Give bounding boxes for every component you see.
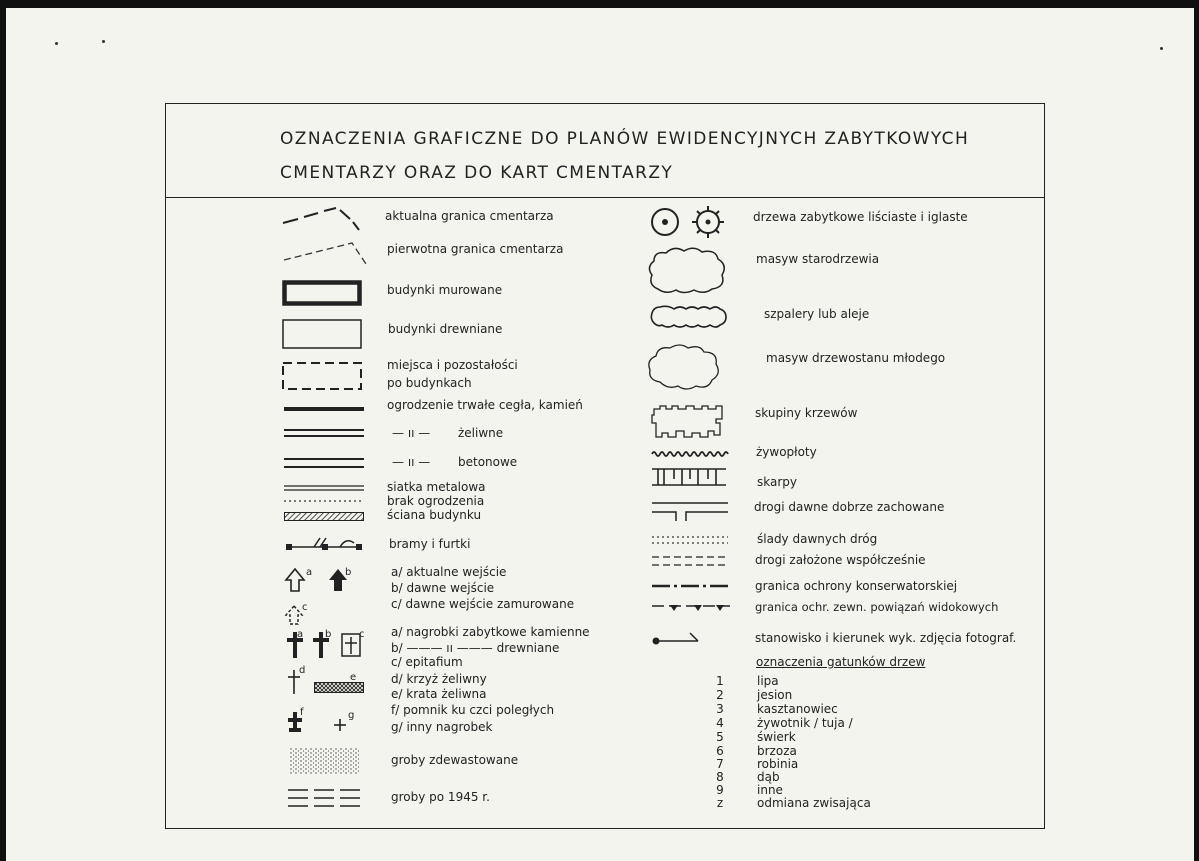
historic-trees-icon <box>650 204 730 240</box>
shrub-groups-icon <box>650 405 724 439</box>
label-gates: bramy i furtki <box>389 537 471 551</box>
title-line-1: OZNACZENIA GRAFICZNE DO PLANÓW EWIDENCYJNYCH ZABYTKOWYCH <box>280 129 970 149</box>
species-code: 4 <box>716 716 724 730</box>
label-graves-a: a/ nagrobki zabytkowe kamienne <box>391 625 590 639</box>
species-code: 2 <box>716 688 724 702</box>
label-entrance-b: b/ dawne wejście <box>391 581 495 595</box>
tree-rows-icon <box>650 305 728 329</box>
symbol-letter-e: e <box>350 672 357 683</box>
speck <box>102 40 105 43</box>
photo-position-arrow-icon <box>652 630 702 646</box>
other-grave-icon <box>333 718 347 732</box>
current-boundary-icon <box>280 205 362 233</box>
symbol-letter-b: b <box>325 629 332 640</box>
brick-building-icon <box>282 280 362 306</box>
label-graves-b: b/ ——— ıı ——— drewniane <box>391 641 560 655</box>
label-modern-roads: drogi założone współcześnie <box>755 553 926 567</box>
label-post-1945-graves: groby po 1945 r. <box>391 790 490 804</box>
label-building-wall: ściana budynku <box>387 508 482 522</box>
building-remains-icon <box>282 362 362 390</box>
walled-entrance-arrow-icon <box>284 604 304 626</box>
wooden-building-icon <box>282 319 362 349</box>
permanent-fence-icon <box>284 406 364 412</box>
species-name: świerk <box>757 730 796 744</box>
label-entrance-a: a/ aktualne wejście <box>391 565 507 579</box>
ditto-mark: — ıı — <box>392 455 431 469</box>
species-name: brzoza <box>757 744 797 758</box>
species-code: 9 <box>716 783 724 797</box>
species-name: robinia <box>757 757 799 771</box>
devastated-graves-icon <box>290 748 360 774</box>
label-current-boundary: aktualna granica cmentarza <box>385 209 554 223</box>
species-name: inne <box>757 783 783 797</box>
symbol-letter-c: c <box>359 629 365 640</box>
label-old-roads-preserved: drogi dawne dobrze zachowane <box>754 500 945 514</box>
label-escarpments: skarpy <box>757 475 797 489</box>
hedges-icon <box>652 450 730 458</box>
no-fence-icon <box>284 499 364 503</box>
label-metal-mesh: siatka metalowa <box>387 480 486 494</box>
species-code: z <box>716 796 724 810</box>
view-protection-boundary-icon <box>652 602 730 612</box>
species-code: 6 <box>716 744 724 758</box>
label-brick-buildings: budynki murowane <box>387 283 503 297</box>
label-tree-rows: szpalery lub aleje <box>764 307 870 321</box>
label-cast-iron-fence: żeliwne <box>458 426 504 440</box>
cast-iron-fence-icon <box>284 428 364 438</box>
label-entrance-c: c/ dawne wejście zamurowane <box>391 597 575 611</box>
species-name: dąb <box>757 770 780 784</box>
label-photo-position: stanowisko i kierunek wyk. zdjęcia fotograf. <box>755 631 1017 645</box>
symbol-letter-f: f <box>300 707 304 718</box>
modern-roads-icon <box>652 555 728 567</box>
label-concrete-fence: betonowe <box>458 455 518 469</box>
label-view-protection-boundary: granica ochr. zewn. powiązań widokowych <box>755 600 999 614</box>
metal-mesh-icon <box>284 484 364 492</box>
conservation-boundary-icon <box>652 583 730 589</box>
symbol-letter-b: b <box>345 567 352 578</box>
old-tree-stand-icon <box>646 245 728 295</box>
symbol-letter-c: c <box>302 602 308 613</box>
label-building-remains-cont: po budynkach <box>387 376 472 390</box>
building-wall-icon <box>284 512 364 522</box>
symbol-letter-a: a <box>306 567 313 578</box>
label-historic-trees: drzewa zabytkowe liściaste i iglaste <box>753 210 968 224</box>
label-no-fence: brak ogrodzenia <box>387 494 485 508</box>
label-original-boundary: pierwotna granica cmentarza <box>387 242 564 256</box>
species-code: 5 <box>716 730 724 744</box>
title-line-2: CMENTARZY ORAZ DO KART CMENTARZY <box>280 163 674 183</box>
label-building-remains: miejsca i pozostałości <box>387 358 518 372</box>
species-code: 7 <box>716 757 724 771</box>
concrete-fence-icon <box>284 457 364 469</box>
symbol-letter-g: g <box>348 710 355 721</box>
old-roads-preserved-icon <box>652 501 728 523</box>
label-graves-e: e/ krata żeliwna <box>391 687 487 701</box>
symbol-letter-d: d <box>299 665 306 676</box>
species-name: kasztanowiec <box>757 702 838 716</box>
label-old-tree-stand: masyw starodrzewia <box>756 252 880 266</box>
label-graves-d: d/ krzyż żeliwny <box>391 672 487 686</box>
tree-species-heading: oznaczenia gatunków drzew <box>756 655 926 669</box>
label-devastated-graves: groby zdewastowane <box>391 753 519 767</box>
ditto-mark: — ıı — <box>392 426 431 440</box>
post-1945-graves-icon <box>288 787 362 809</box>
species-name: jesion <box>757 688 793 702</box>
label-graves-c: c/ epitafium <box>391 655 463 669</box>
species-name: żywotnik / tuja / <box>757 716 853 730</box>
original-boundary-icon <box>282 240 366 266</box>
species-code: 1 <box>716 674 724 688</box>
species-name: lipa <box>757 674 779 688</box>
title-divider <box>165 197 1045 198</box>
label-permanent-fence: ogrodzenie trwałe cegła, kamień <box>387 398 583 412</box>
label-hedges: żywopłoty <box>756 445 817 459</box>
label-shrub-groups: skupiny krzewów <box>755 406 858 420</box>
label-wooden-buildings: budynki drewniane <box>388 322 503 336</box>
old-road-traces-icon <box>652 535 728 545</box>
species-code: 8 <box>716 770 724 784</box>
symbol-letter-a: a <box>297 629 304 640</box>
speck <box>55 42 58 45</box>
label-old-road-traces: ślady dawnych dróg <box>757 532 878 546</box>
label-graves-f: f/ pomnik ku czci poległych <box>391 703 555 717</box>
cast-iron-grille-icon <box>314 682 364 694</box>
species-code: 3 <box>716 702 724 716</box>
young-tree-stand-icon <box>646 342 722 392</box>
epitaph-icon <box>341 633 361 657</box>
species-name: odmiana zwisająca <box>757 796 871 810</box>
label-young-tree-stand: masyw drzewostanu młodego <box>766 351 946 365</box>
speck <box>1160 47 1163 50</box>
gates-icon <box>284 533 366 553</box>
label-conservation-boundary: granica ochrony konserwatorskiej <box>755 579 958 593</box>
current-entrance-arrow-icon <box>284 567 306 593</box>
escarpments-icon <box>652 467 726 487</box>
label-graves-g: g/ inny nagrobek <box>391 720 493 734</box>
